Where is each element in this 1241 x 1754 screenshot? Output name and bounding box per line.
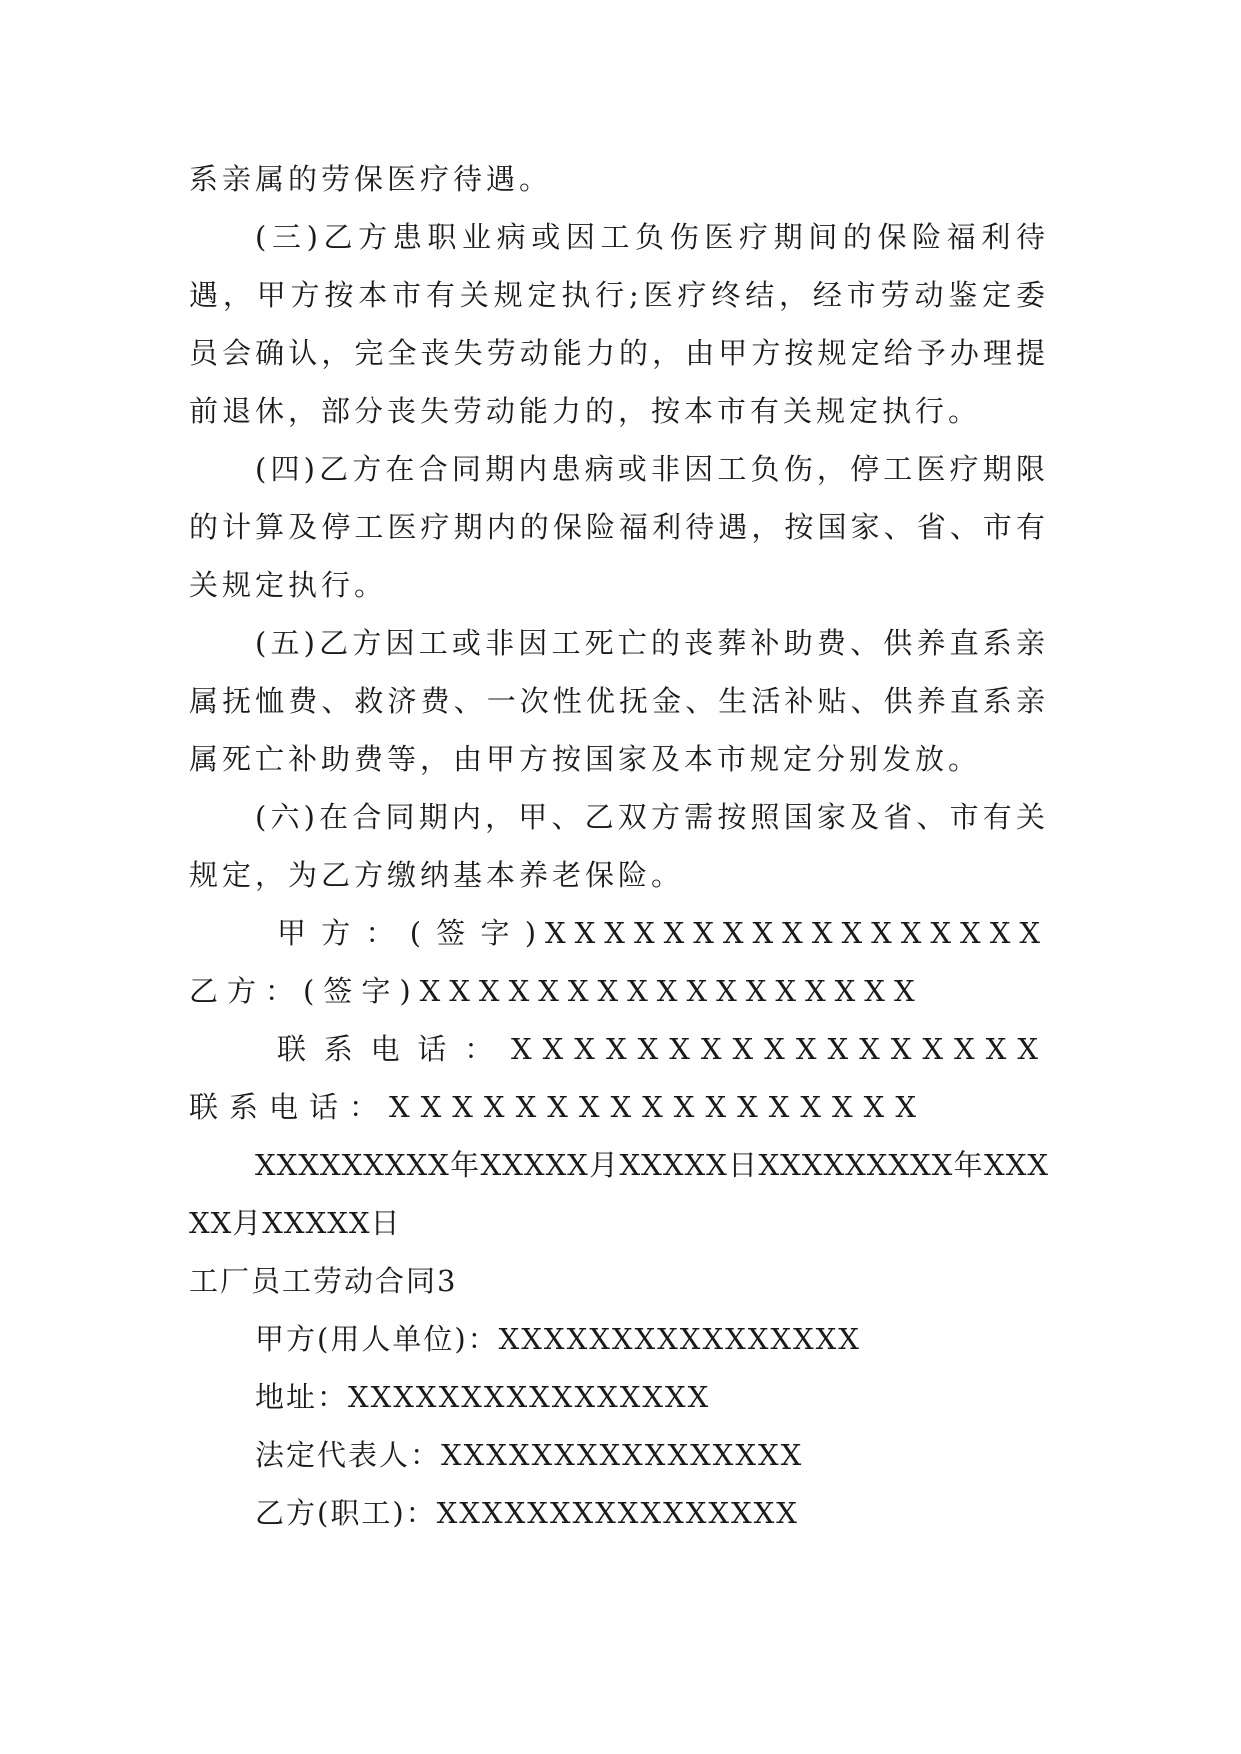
legal-representative-field: 法定代表人：XXXXXXXXXXXXXXXX bbox=[255, 1438, 804, 1472]
signature-line: 甲方：(签字)XXXXXXXXXXXXXXXXX 乙方：(签字)XXXXXXXXXXXXXXXXX bbox=[189, 916, 1049, 1008]
clause-five: (五)乙方因工或非因工死亡的丧葬补助费、供养直系亲属抚恤费、救济费、一次性优抚金、生活补贴、供养直系亲属死亡补助费等，由甲方按国家及本市规定分别发放。 bbox=[189, 626, 1049, 776]
phone-line: 联系电话：XXXXXXXXXXXXXXXXX 联系电话：XXXXXXXXXXXXXXXXX bbox=[189, 1032, 1049, 1124]
address-field: 地址：XXXXXXXXXXXXXXXX bbox=[255, 1380, 711, 1414]
party-b-field: 乙方(职工)：XXXXXXXXXXXXXXXX bbox=[255, 1496, 799, 1530]
document-page bbox=[189, 150, 1049, 1542]
paragraph-continuation: 系亲属的劳保医疗待遇。 bbox=[189, 162, 553, 196]
clause-three: (三)乙方患职业病或因工负伤医疗期间的保险福利待遇，甲方按本市有关规定执行;医疗终结，经市劳动鉴定委员会确认，完全丧失劳动能力的，由甲方按规定给予办理提前退休，部分丧失劳动能力的，按本市有关规定执行。 bbox=[189, 220, 1049, 428]
section-heading: 工厂员工劳动合同3 bbox=[189, 1264, 458, 1298]
date-line: XXXXXXXXX年XXXXX月XXXXX日XXXXXXXXX年XXXXX月XXXXX日 bbox=[189, 1148, 1049, 1240]
party-a-field: 甲方(用人单位)：XXXXXXXXXXXXXXXX bbox=[255, 1322, 861, 1356]
clause-six: (六)在合同期内，甲、乙双方需按照国家及省、市有关规定，为乙方缴纳基本养老保险。 bbox=[189, 800, 1049, 892]
clause-four: (四)乙方在合同期内患病或非因工负伤，停工医疗期限的计算及停工医疗期内的保险福利待遇，按国家、省、市有关规定执行。 bbox=[189, 452, 1049, 602]
